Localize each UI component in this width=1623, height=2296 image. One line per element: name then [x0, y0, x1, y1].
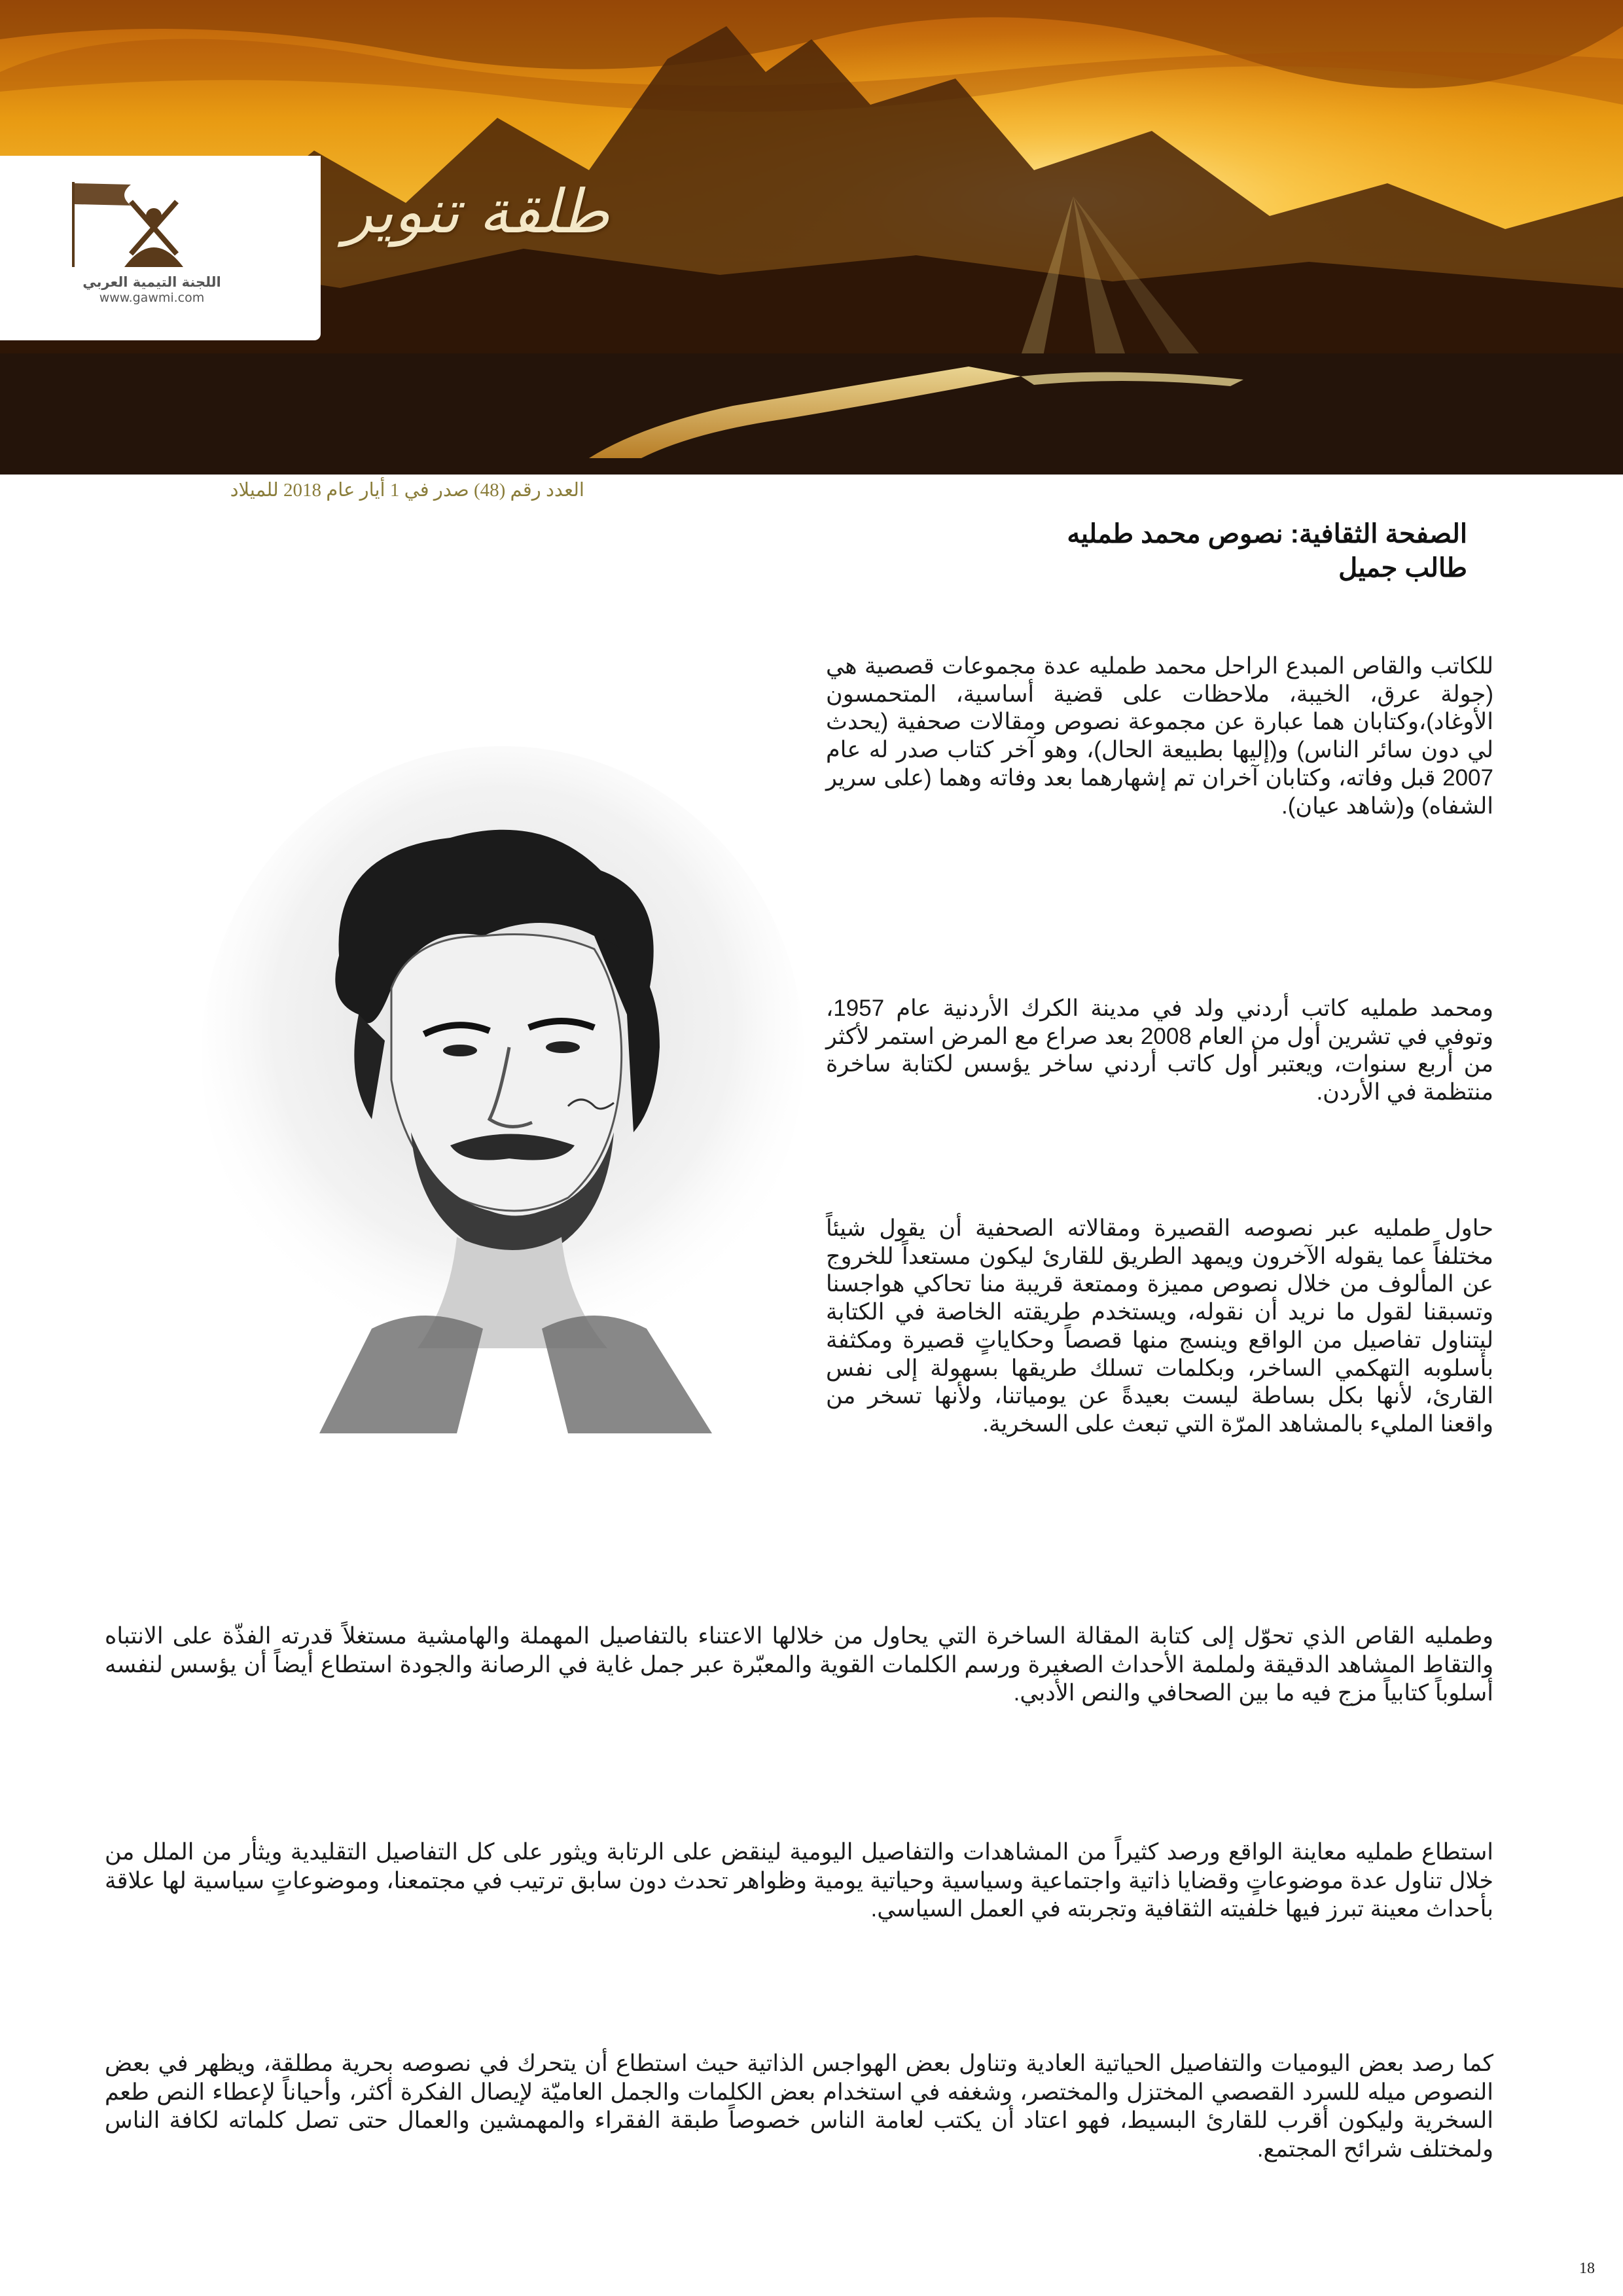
header-banner	[0, 0, 1623, 475]
paragraph-3: حاول طمليه عبر نصوصه القصيرة ومقالاته الصحفية أن يقول شيئاً مختلفاً عما يقوله الآخرون ويمهد الطريق للقارئ ليكون مستعداً للخروج عن المألوف من خلال نصوص مميزة وممتعة قريبة منا تحاكي هواجسنا وتسبقنا لقول ما نريد أن نقوله، ويستخدم طريقته الخاصة في الكتابة ليتناول تفاصيل من الواقع وينسج منها قصصاً وحكاياتٍ قصيرة ومكثفة بأسلوبه التهكمي الساخر، وبكلمات تسلك طريقها بسهولة إلى نفس القارئ، لأنها بكل بساطة ليست بعيدةً عن يومياتنا، ولأنها تسخر من واقعنا المليء بالمشاهد المرّة التي تبعث على السخرية.	[826, 1215, 1493, 1437]
author-portrait-sketch	[175, 740, 830, 1453]
logo-url: www.gawmi.com	[99, 291, 205, 305]
page-number: 18	[1579, 2260, 1595, 2277]
paragraph-4: وطمليه القاص الذي تحوّل إلى كتابة المقالة الساخرة التي يحاول من خلالها الاعتناء بالتفاصيل المهملة والهامشية مستغلاً قدرته الفذّة على الانتباه والتقاط المشاهد الدقيقة ولملمة الأحداث الصغيرة ورسم الكلمات القوية والمعبّرة عبر جمل غاية في الرصانة والجودة استطاع أيضاً أن يؤسس لنفسه أسلوباً كتابياً مزج فيه ما بين الصحافي والنص الأدبي.	[105, 1623, 1493, 1706]
paragraph-2: ومحمد طمليه كاتب أردني ولد في مدينة الكرك الأردنية عام 1957، وتوفي في تشرين أول من العام 2008 بعد صراع مع المرض استمر لأكثر من أربع سنوات، ويعتبر أول كاتب أردني ساخر يؤسس لكتابة ساخرة منتظمة في الأردن.	[826, 996, 1494, 1105]
paragraph-1: للكاتب والقاص المبدع الراحل محمد طمليه عدة مجموعات قصصية هي (جولة عرق، الخيبة، ملاحظات على قضية أساسية، المتحمسون الأوغاد)،وكتابان هما عبارة عن مجموعة نصوص ومقالات صحفية (يحدث لي دون سائر الناس) و(إليها بطبيعة الحال)، وهو آخر كتاب صدر له عام 2007 قبل وفاته، وكتابان آخران تم إشهارهما بعد وفاته وهما (على سرير الشفاه) و(شاهد عيان).	[826, 653, 1493, 819]
issue-line: العدد رقم (48) صدر في 1 أيار عام 2018 للميلاد	[230, 480, 584, 501]
article-author: طالب جميل	[1338, 554, 1467, 583]
magazine-title: طلقة تنوير	[344, 177, 610, 247]
article-heading	[616, 517, 1467, 585]
paragraph-6: كما رصد بعض اليوميات والتفاصيل الحياتية العادية وتناول بعض الهواجس الذاتية حيث استطاع أن يتحرك في نصوصه بحرية مطلقة، ويظهر في بعض النصوص ميله للسرد القصصي المختزل والمختصر، وشغفه في استخدام بعض الكلمات والجمل العاميّة لإيصال الفكرة أكثر، وأحياناً لإعطاء النص طعم السخرية وليكون أقرب للقارئ البسيط، فهو اعتاد أن يكتب لعامة الناس خصوصاً طبقة الفقراء والمهمشين والعمال حتى تصل كلماته لكافة الناس ولمختلف شرائح المجتمع.	[105, 2051, 1493, 2162]
paragraph-5: استطاع طمليه معاينة الواقع ورصد كثيراً من المشاهدات والتفاصيل اليومية لينقض على الرتابة ويثور على كل التفاصيل التقليدية ويثأر من الملل من خلال تناول عدة موضوعاتٍ وقضايا ذاتية واجتماعية وسياسية وحياتية يومية وظواهر تحدث دون سابق ترتيب في مجتمعنا، وموضوعاتٍ سياسية لها علاقة بأحداث معينة تبرز فيها خلفيته الثقافية وتجربته في العمل السياسي.	[105, 1839, 1493, 1922]
article-title: الصفحة الثقافية: نصوص محمد طمليه	[1067, 520, 1467, 548]
logo-caption: اللجنة التيمية العربي	[82, 274, 221, 290]
publisher-logo-box	[0, 156, 321, 340]
flag-emblem-icon	[26, 175, 196, 274]
